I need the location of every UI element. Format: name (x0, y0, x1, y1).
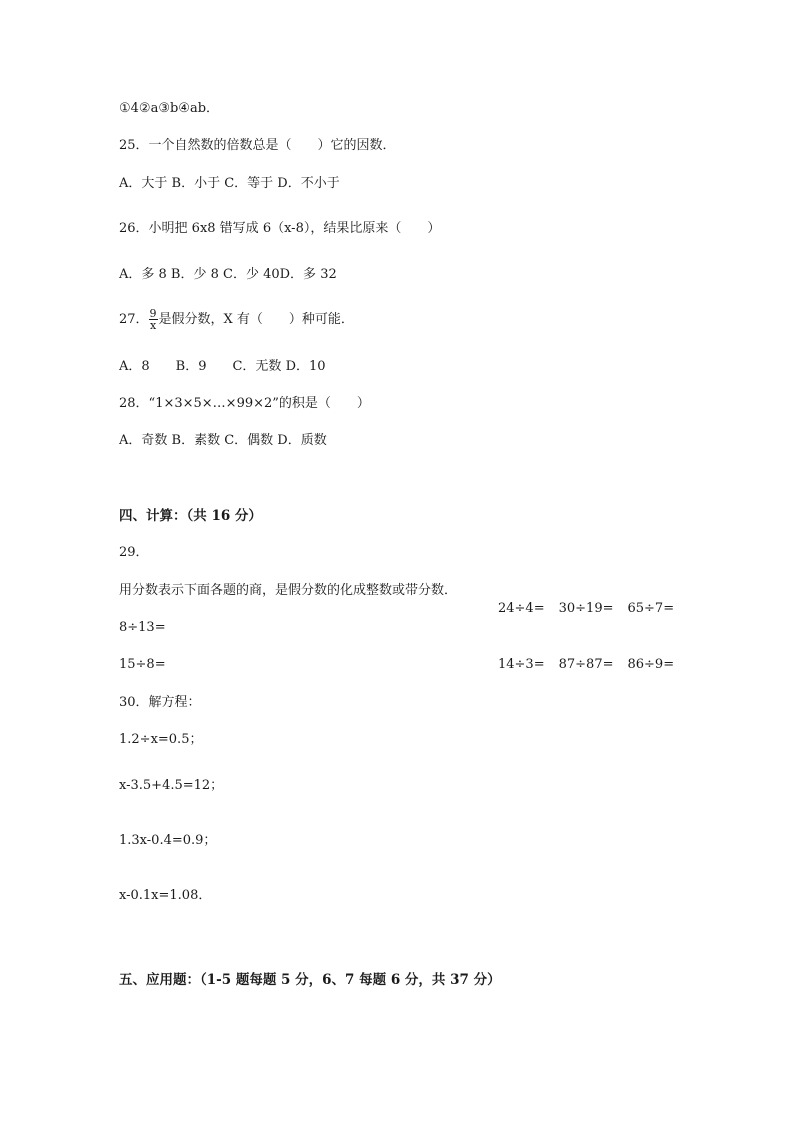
calc-item: 87÷87= (558, 657, 614, 672)
previous-answer-options: ①4②a③b④ab． (119, 101, 220, 116)
question-29-number: 29． (119, 545, 149, 560)
calc-item: 86÷9= (627, 657, 675, 672)
question-27-stem (119, 306, 354, 334)
equation-3: 1.3x-0.4=0.9； (119, 833, 217, 848)
question-27-options: A．8 B．9 C．无数 D．10 (119, 359, 326, 374)
calc-item: 65÷7= (627, 601, 675, 616)
equation-1: 1.2÷x=0.5； (119, 732, 203, 747)
calc-row-1-right (498, 601, 674, 617)
calc-item: 24÷4= (498, 601, 545, 616)
fraction-denominator: x (149, 319, 157, 332)
section-4-heading: 四、计算：（共 16 分） (119, 508, 262, 524)
fraction-9-over-x (149, 308, 158, 331)
calc-row-2-left: 15÷8= (119, 657, 166, 672)
question-28-options: A．奇数 B．素数 C．偶数 D．质数 (119, 433, 327, 448)
question-30-title: 30．解方程： (119, 695, 201, 710)
question-27-suffix: 是假分数，X 有（ ）种可能． (158, 312, 354, 327)
question-26-options: A．多 8 B．少 8 C．少 40D．多 32 (119, 267, 337, 282)
equation-2: x-3.5+4.5=12； (119, 778, 224, 793)
fraction-numerator: 9 (149, 307, 157, 320)
question-26-stem: 26．小明把 6x8 错写成 6（x-8），结果比原来（ ） (119, 221, 441, 236)
question-29-instruction: 用分数表示下面各题的商，是假分数的化成整数或带分数． (119, 583, 458, 598)
question-25-stem: 25．一个自然数的倍数总是（ ）它的因数． (119, 138, 396, 153)
question-28-stem: 28．“1×3×5×…×99×2”的积是（ ） (119, 396, 370, 411)
question-27-number: 27． (119, 312, 149, 327)
question-25-options: A．大于 B．小于 C．等于 D．不小于 (119, 176, 340, 191)
equation-4: x-0.1x=1.08． (119, 888, 212, 903)
calc-item: 30÷19= (558, 601, 614, 616)
section-5-heading: 五、应用题：（1-5 题每题 5 分，6、7 每题 6 分，共 37 分） (119, 972, 501, 988)
calc-item: 14÷3= (498, 657, 545, 672)
calc-row-1-left: 8÷13= (119, 620, 166, 635)
calc-row-2-right (498, 657, 674, 673)
